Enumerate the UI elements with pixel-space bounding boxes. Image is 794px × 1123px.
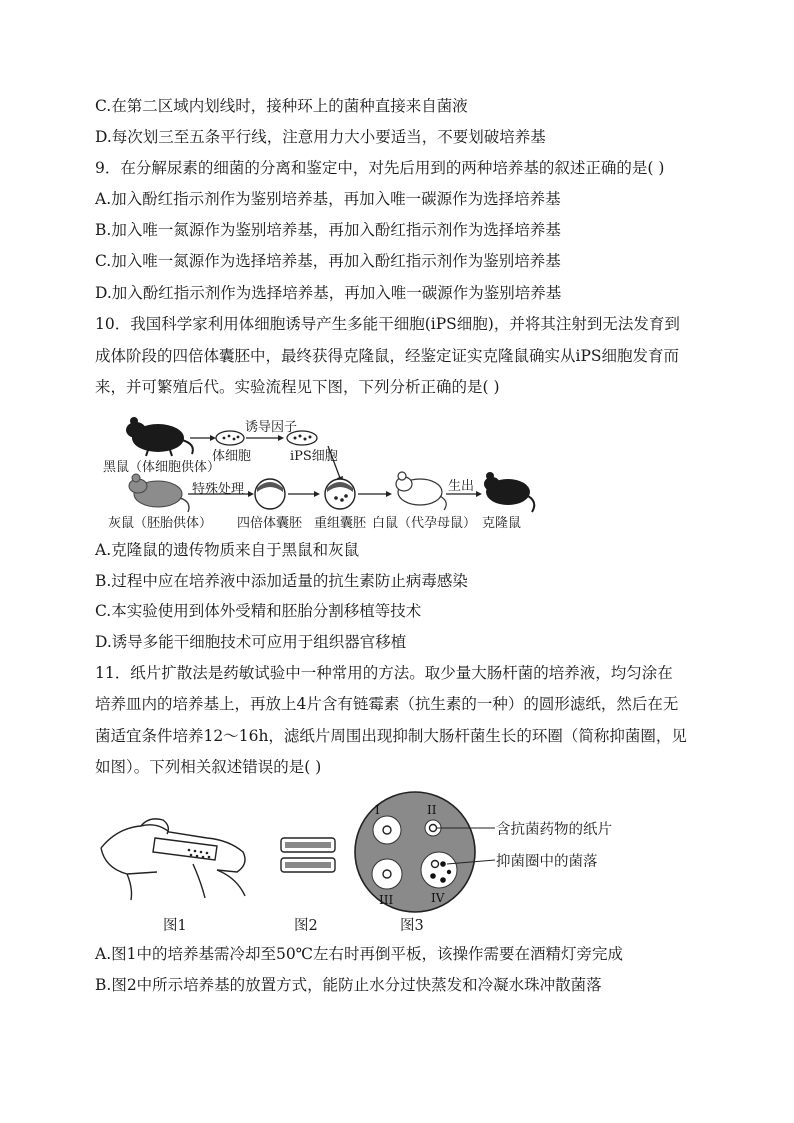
text-line: C.本实验使用到体外受精和胚胎分割移植等技术 [95, 602, 422, 620]
fig-label-ips-cell: iPS细胞 [290, 449, 338, 464]
text-line: C.加入唯一氮源作为选择培养基，再加入酚红指示剂作为鉴别培养基 [95, 252, 561, 270]
white-mouse-icon [396, 472, 446, 510]
roman-III: III [379, 893, 394, 907]
text-line: 来，并可繁殖后代。实验流程见下图，下列分析正确的是( ) [95, 378, 500, 396]
caption-fig1: 图1 [163, 918, 187, 934]
text-line: 菌适宜条件培养12～16h，滤纸片周围出现抑制大肠杆菌生长的环圈（简称抑菌圈，见 [95, 727, 687, 745]
zone-IV [421, 852, 457, 888]
text-line: B.加入唯一氮源作为鉴别培养基，再加入酚红指示剂作为选择培养基 [95, 221, 561, 239]
text-line: C.在第二区域内划线时，接种环上的菌种直接来自菌液 [95, 97, 468, 115]
roman-IV: IV [431, 891, 445, 905]
label-antibiotic-paper: 含抗菌药物的纸片 [496, 822, 612, 838]
recombinant-blastocyst-icon [325, 479, 355, 509]
clone-mouse-icon [484, 472, 534, 512]
fig-label-clone-mouse: 克隆鼠 [482, 516, 522, 531]
text-line: A.图1中的培养基需冷却至50℃左右时再倒平板，该操作需要在酒精灯旁完成 [95, 945, 624, 963]
fig-label-birth: 生出 [448, 479, 475, 494]
fig-label-recombinant: 重组囊胚 [314, 516, 367, 531]
fig-label-tetraploid: 四倍体囊胚 [237, 516, 303, 531]
text-line: D.诱导多能干细胞技术可应用于组织器官移植 [95, 633, 407, 651]
fig-label-white-mouse: 白鼠（代孕母鼠） [372, 516, 477, 531]
fig-label-black-mouse: 黑鼠（体细胞供体） [103, 460, 221, 475]
fig-label-special-treatment: 特殊处理 [192, 482, 245, 497]
fig-label-inducing-factor: 诱导因子 [245, 420, 298, 435]
text-line: D.每次划三至五条平行线，注意用力大小要适当，不要划破培养基 [95, 128, 546, 146]
fig-label-somatic-cell: 体细胞 [212, 449, 252, 464]
text-line: A.克隆鼠的遗传物质来自于黑鼠和灰鼠 [95, 541, 360, 559]
text-line: B.过程中应在培养液中添加适量的抗生素防止病毒感染 [95, 572, 468, 590]
text-line: 培养皿内的培养基上，再放上4片含有链霉素（抗生素的一种）的圆形滤纸，然后在无 [95, 695, 679, 713]
text-line: 11．纸片扩散法是药敏试验中一种常用的方法。取少量大肠杆菌的培养液，均匀涂在 [95, 664, 673, 682]
black-mouse-icon [126, 417, 193, 456]
zone-III [372, 859, 402, 889]
text-line: 9．在分解尿素的细菌的分离和鉴定中，对先后用到的两种培养基的叙述正确的是( ) [95, 159, 665, 177]
stacked-plates-illustration [279, 836, 339, 876]
text-line: B.图2中所示培养基的放置方式，能防止水分过快蒸发和冷凝水珠冲散菌落 [95, 976, 602, 994]
text-line: D.加入酚红指示剂作为选择培养基，再加入唯一碳源作为鉴别培养基 [95, 284, 562, 302]
roman-II: II [427, 803, 437, 817]
text-line: 10．我国科学家利用体细胞诱导产生多能干细胞(iPS细胞)，并将其注射到无法发育到 [95, 315, 680, 333]
somatic-cell-dish-icon [216, 431, 244, 445]
text-line: A.加入酚红指示剂作为鉴别培养基，再加入唯一碳源作为选择培养基 [95, 190, 561, 208]
text-line: 成体阶段的四倍体囊胚中，最终获得克隆鼠，经鉴定证实克隆鼠确实从iPS细胞发育而 [95, 347, 680, 365]
petri-dish-inhibition-zones [347, 788, 497, 918]
roman-I: I [375, 803, 380, 817]
text-line: 如图）。下列相关叙述错误的是( ) [95, 758, 322, 776]
pouring-plate-illustration [97, 808, 257, 903]
fig-label-gray-mouse: 灰鼠（胚胎供体） [108, 516, 213, 531]
zone-I [373, 816, 401, 844]
caption-fig3: 图3 [400, 918, 424, 934]
gray-mouse-icon [129, 474, 189, 512]
tetraploid-blastocyst-icon [255, 479, 285, 509]
label-colony-in-zone: 抑菌圈中的菌落 [496, 854, 598, 870]
caption-fig2: 图2 [294, 918, 318, 934]
